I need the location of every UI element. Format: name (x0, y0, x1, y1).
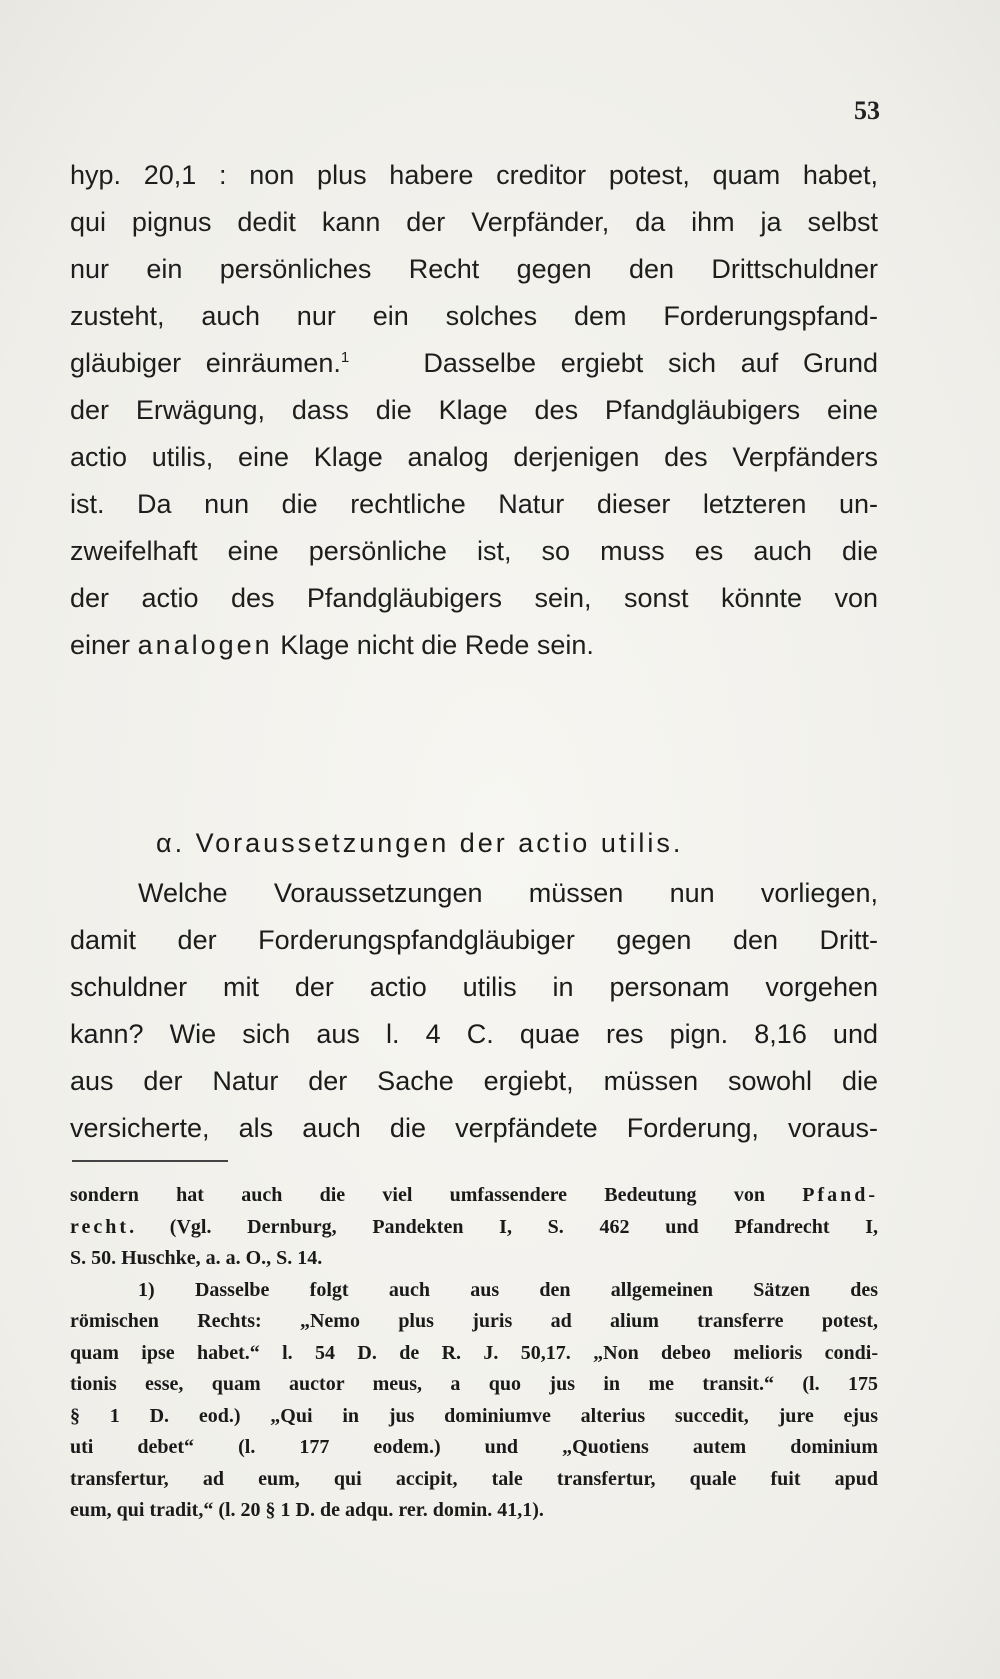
footnote-line: transfertur, ad eum, qui accipit, tale transfertur, quale fuit apud (70, 1467, 878, 1490)
text-line: aus der Natur der Sache ergiebt, müssen sowohl die (70, 1066, 878, 1096)
footnote-line: tionis esse, quam auctor meus, a quo jus in me transit.“ (l. 175 (70, 1373, 878, 1395)
footnote-line: § 1 D. eod.) „Qui in jus dominiumve alterius succedit, jure ejus (70, 1404, 878, 1427)
text-fragment: Dasselbe ergiebt sich auf Grund (423, 348, 878, 378)
footnote-marker: 1) (138, 1278, 155, 1301)
footnote-line: uti debet“ (l. 177 eodem.) und „Quotiens autem dominium (70, 1436, 878, 1458)
spaced-emphasis: Pfand- (802, 1184, 878, 1206)
text-line: zweifelhaft eine persönliche ist, so muss es auch die (70, 536, 878, 566)
text-line: der Erwägung, dass die Klage des Pfandgläubigers eine (70, 395, 878, 425)
section-paragraph (70, 870, 878, 1152)
footnote-line (70, 1212, 878, 1244)
footnote-line: quam ipse habet.“ l. 54 D. de R. J. 50,17. „Non debeo melioris condi- (70, 1341, 878, 1364)
footnote-line: S. 50. Huschke, a. a. O., S. 14. (70, 1247, 323, 1269)
text-fragment: sondern hat auch die viel umfassendere Bedeutung von (70, 1184, 765, 1206)
footnote-ref: 1 (340, 349, 350, 366)
text-line: hyp. 20,1 : non plus habere creditor potest, quam habet, (70, 160, 878, 190)
text-line: zusteht, auch nur ein solches dem Forderungspfand- (70, 301, 878, 331)
text-fragment: . (Vgl. Dernburg, Pandekten I, S. 462 und Pfandrecht I, (129, 1215, 878, 1238)
section-heading: α. Voraussetzungen der actio utilis. (156, 828, 684, 858)
footnote-line: römischen Rechts: „Nemo plus juris ad alium transferre potest, (70, 1310, 878, 1332)
spaced-emphasis: analogen (137, 630, 273, 660)
text-line: qui pignus dedit kann der Verpfänder, da ihm ja selbst (70, 207, 878, 237)
footnote-line (70, 1180, 878, 1212)
footnotes (70, 1180, 878, 1527)
text-line: actio utilis, eine Klage analog derjenigen des Verpfänders (70, 442, 878, 472)
text-line: schuldner mit der actio utilis in personam vorgehen (70, 972, 878, 1002)
footnote-line: eum, qui tradit,“ (l. 20 § 1 D. de adqu. rer. domin. 41,1). (70, 1499, 544, 1521)
page-number: 53 (854, 96, 880, 125)
footnote-divider (72, 1160, 228, 1162)
text-fragment: Dasselbe folgt auch aus den allgemeinen Sätzen des (194, 1278, 879, 1301)
text-line: Welche Voraussetzungen müssen nun vorliegen, (138, 878, 878, 908)
paragraph-1 (70, 152, 878, 669)
text-line (70, 622, 878, 669)
text-line (70, 340, 878, 387)
text-line: damit der Forderungspfandgläubiger gegen den Dritt- (70, 925, 878, 955)
spaced-emphasis: recht (70, 1215, 130, 1238)
footnote-line (70, 1275, 878, 1307)
text-fragment: einer (70, 630, 131, 660)
text-line: kann? Wie sich aus l. 4 C. quae res pign. 8,16 und (70, 1019, 878, 1049)
text-line: versicherte, als auch die verpfändete Forderung, voraus- (70, 1113, 878, 1143)
text-fragment: Klage nicht die Rede sein. (280, 630, 594, 660)
text-line: ist. Da nun die rechtliche Natur dieser letzteren un- (70, 489, 878, 519)
text-line: der actio des Pfandgläubigers sein, sonst könnte von (70, 583, 878, 613)
text-fragment: gläubiger einräumen. (70, 348, 341, 378)
text-line: nur ein persönliches Recht gegen den Drittschuldner (70, 254, 878, 284)
